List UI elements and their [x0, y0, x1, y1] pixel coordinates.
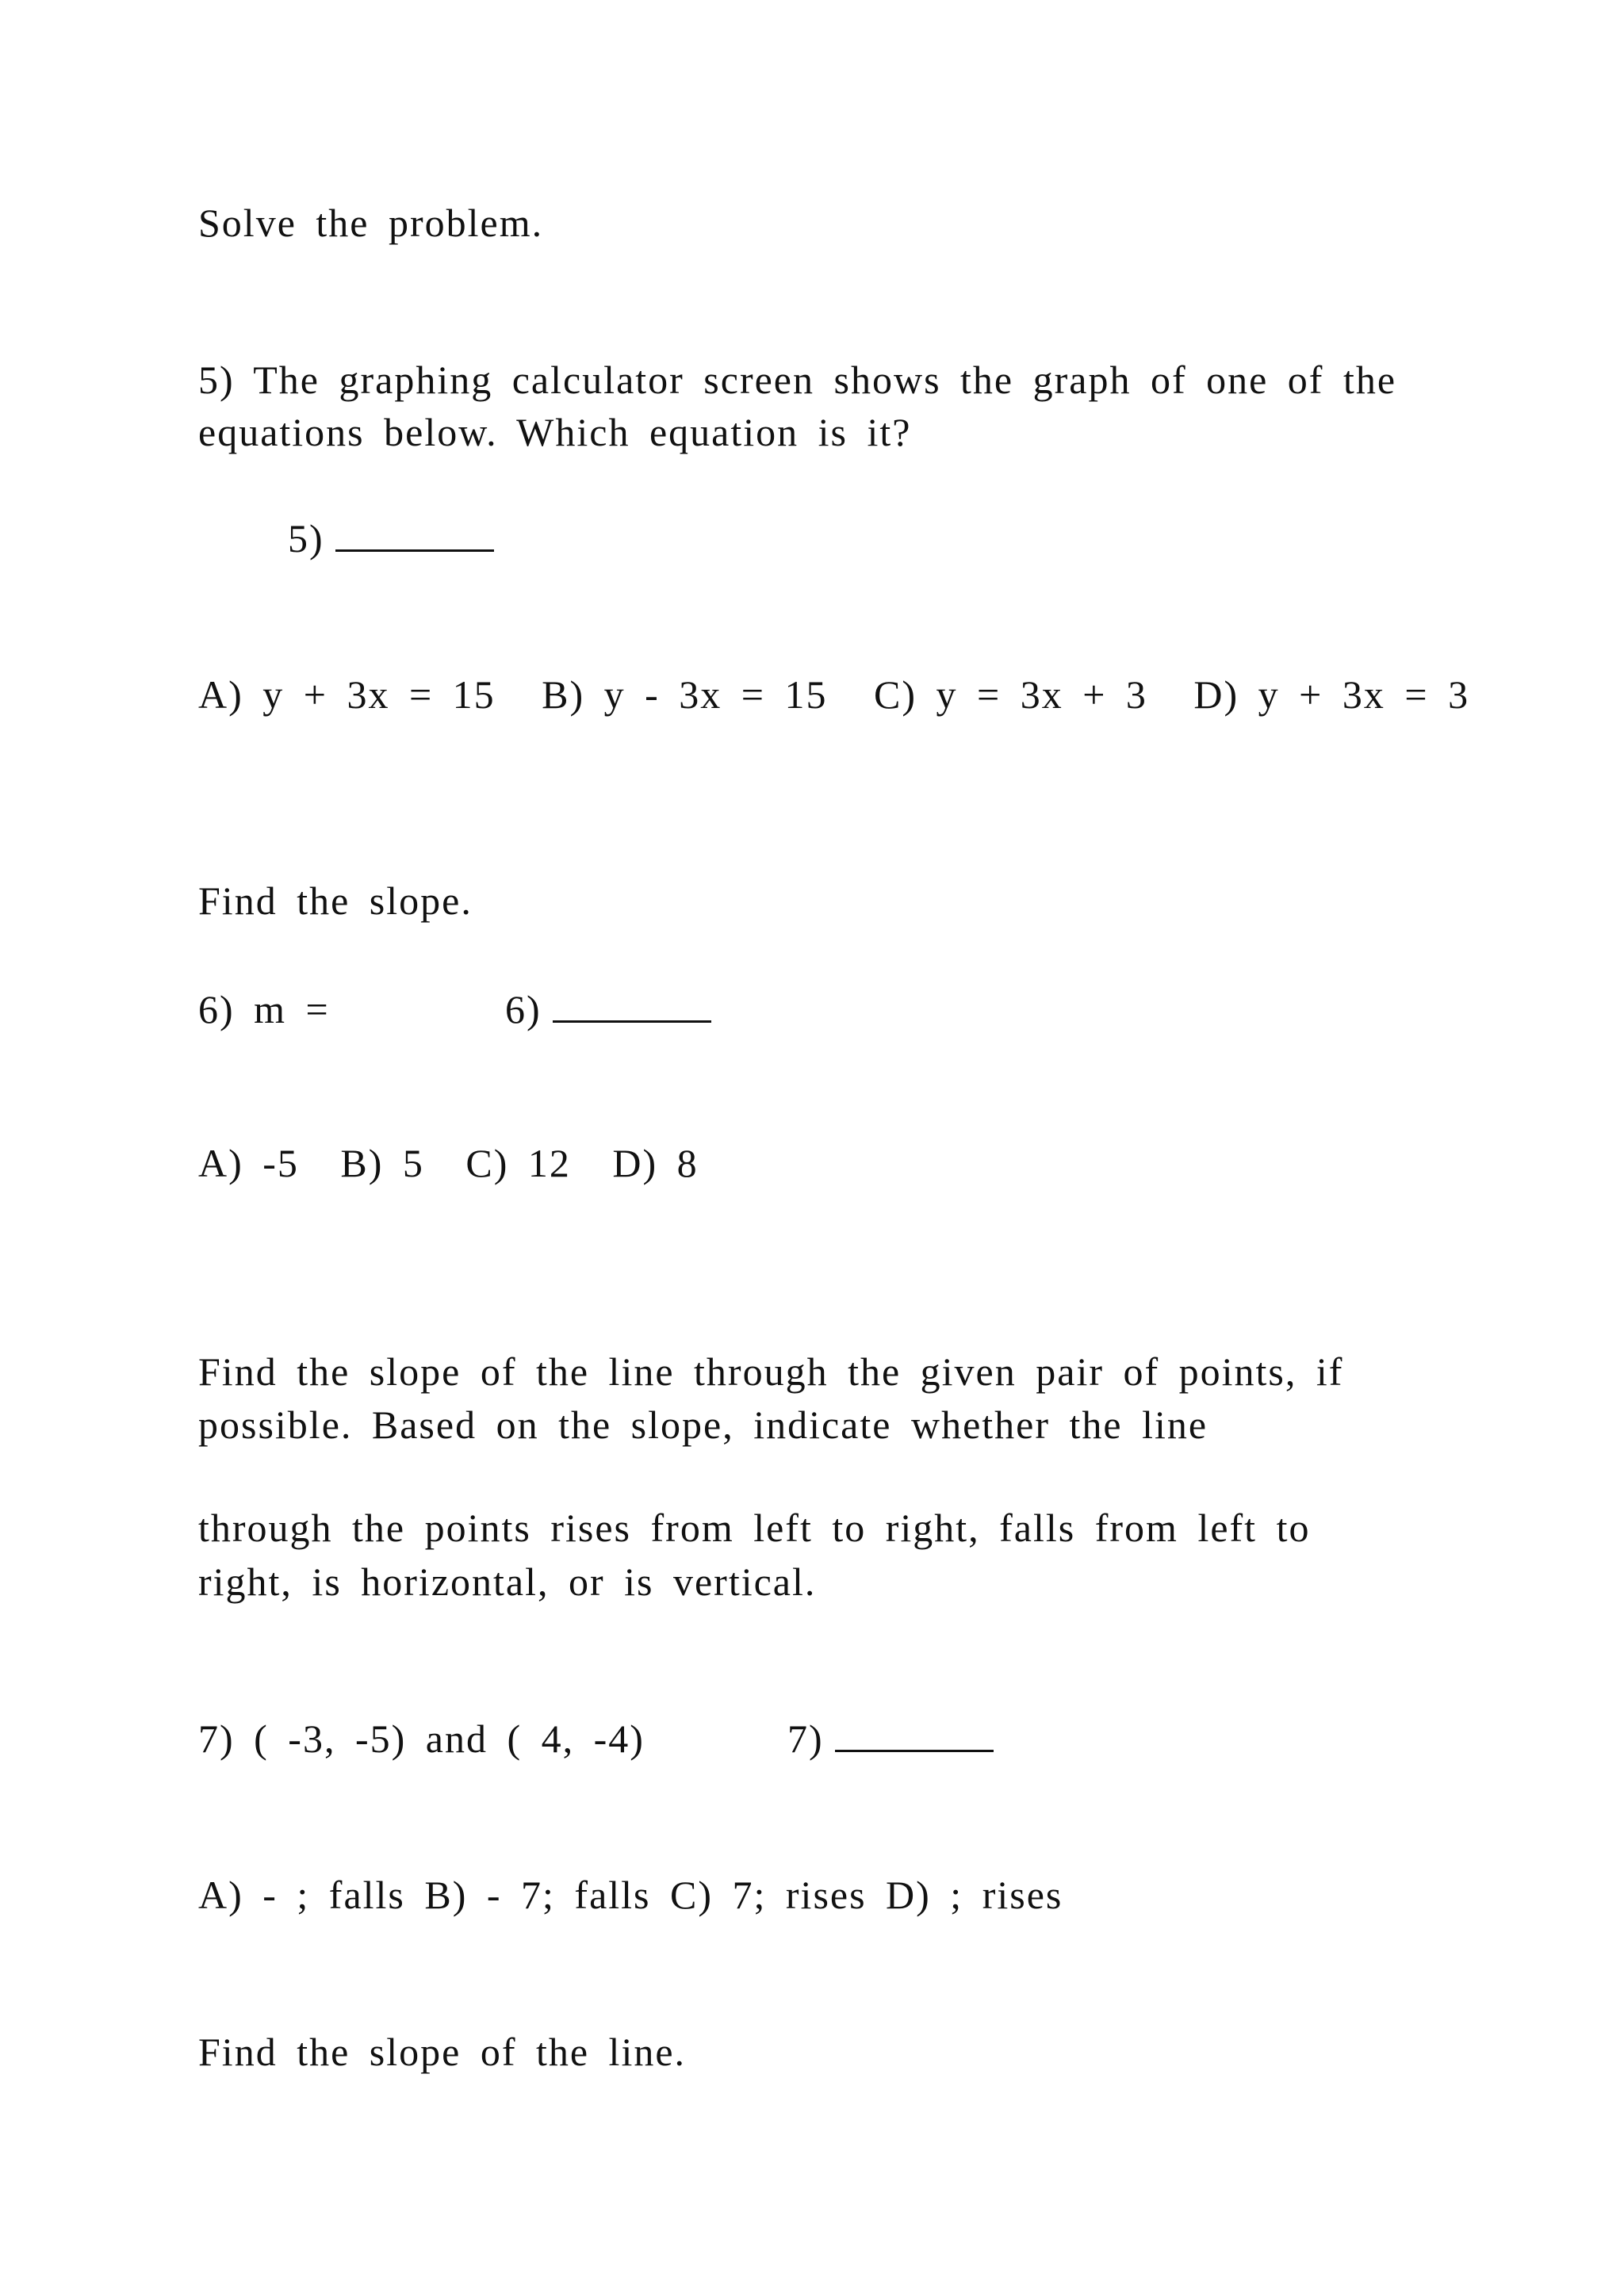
question-7-answer-slot — [787, 1712, 994, 1765]
question-6-answer-slot — [505, 983, 711, 1035]
question-5-text-line-1: 5) The graphing calculator screen shows the graph of one of the — [198, 358, 1397, 402]
question-6-option-c[interactable]: C) 12 — [465, 1141, 571, 1185]
question-6-option-b[interactable]: B) 5 — [340, 1141, 424, 1185]
question-6-prompt: 6) m = — [198, 987, 330, 1031]
question-6-options — [198, 1137, 699, 1189]
instruction-solve: Solve the problem. — [198, 201, 544, 245]
question-5-text-line-2: equations below. Which equation is it? — [198, 410, 912, 454]
question-6-answer-label: 6) — [505, 987, 542, 1031]
instruction-find-slope: Find the slope. — [198, 878, 473, 923]
question-5-option-a[interactable]: A) y + 3x = 15 — [198, 672, 496, 717]
question-5-answer-label: 5) — [288, 516, 324, 561]
instruction-slope-points-line-3: through the points rises from left to right, falls from left to — [198, 1506, 1311, 1550]
question-6-option-d[interactable]: D) 8 — [612, 1141, 699, 1185]
instruction-slope-points-line-4: right, is horizontal, or is vertical. — [198, 1559, 817, 1604]
question-5-answer-slot — [288, 512, 494, 564]
question-5-option-d[interactable]: D) y + 3x = 3 — [1193, 672, 1470, 717]
question-7-answer-label: 7) — [787, 1716, 824, 1761]
question-6-answer-blank[interactable] — [553, 1020, 711, 1023]
question-7-prompt: 7) ( -3, -5) and ( 4, -4) — [198, 1716, 645, 1761]
question-5-answer-blank[interactable] — [335, 549, 494, 552]
question-6-option-a[interactable]: A) -5 — [198, 1141, 299, 1185]
question-5-option-c[interactable]: C) y = 3x + 3 — [874, 672, 1147, 717]
question-7-options[interactable]: A) - ; falls B) - 7; falls C) 7; rises D) ; rises — [198, 1873, 1063, 1917]
question-5-options — [198, 668, 1469, 721]
question-7-answer-blank[interactable] — [835, 1750, 994, 1752]
instruction-slope-points-line-2: possible. Based on the slope, indicate whether the line — [198, 1402, 1208, 1447]
instruction-slope-of-line: Find the slope of the line. — [198, 2030, 687, 2074]
instruction-slope-points-line-1: Find the slope of the line through the given pair of points, if — [198, 1349, 1344, 1394]
question-5-option-b[interactable]: B) y - 3x = 15 — [542, 672, 828, 717]
